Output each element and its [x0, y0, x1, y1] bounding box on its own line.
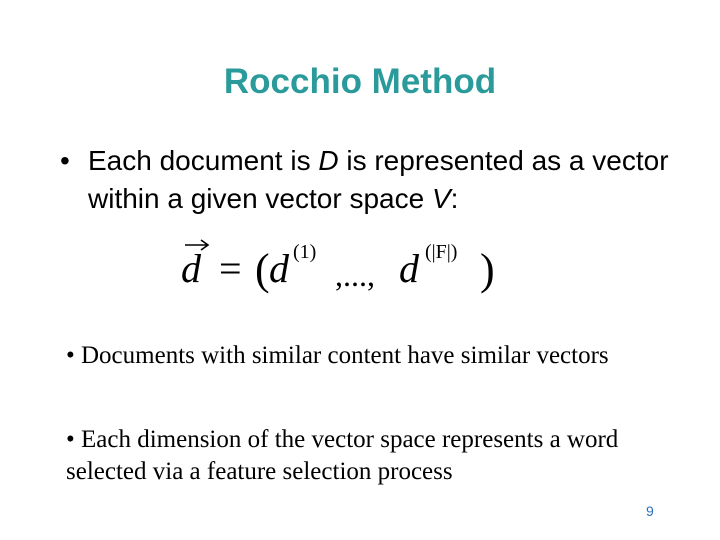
page-number: 9 — [646, 503, 654, 519]
main-bullet-var-d: D — [318, 145, 339, 176]
main-bullet-text-part: : — [450, 183, 459, 214]
formula-base-2: d — [399, 246, 419, 291]
formula-sup-1: (1) — [293, 241, 317, 263]
bullet-marker: • — [60, 145, 70, 176]
main-bullet — [60, 142, 700, 218]
sub-bullet-similar-vectors: • Documents with similar content have similar vectors — [66, 342, 609, 369]
sub-bullet-dimension-words: • Each dimension of the vector space represents a word selected via a feature selection process — [66, 426, 619, 485]
formula-equals: = — [219, 246, 242, 291]
formula-base-1: d — [269, 246, 289, 291]
formula-lhs: d — [181, 246, 201, 291]
formula-ellipsis: ,..., — [335, 257, 375, 293]
main-bullet-var-v: V — [431, 183, 451, 214]
main-bullet-text-part: Each document is — [88, 145, 319, 176]
formula-sup-2: (|F|) — [425, 241, 458, 263]
vector-formula — [175, 232, 515, 302]
main-bullet-text — [88, 142, 700, 218]
main-bullet-text-part: is represented as a vector within a given vector space — [88, 145, 669, 214]
formula-open-paren: ( — [255, 245, 270, 294]
slide-title: Rocchio Method — [223, 62, 497, 101]
formula-close-paren: ) — [480, 245, 495, 294]
